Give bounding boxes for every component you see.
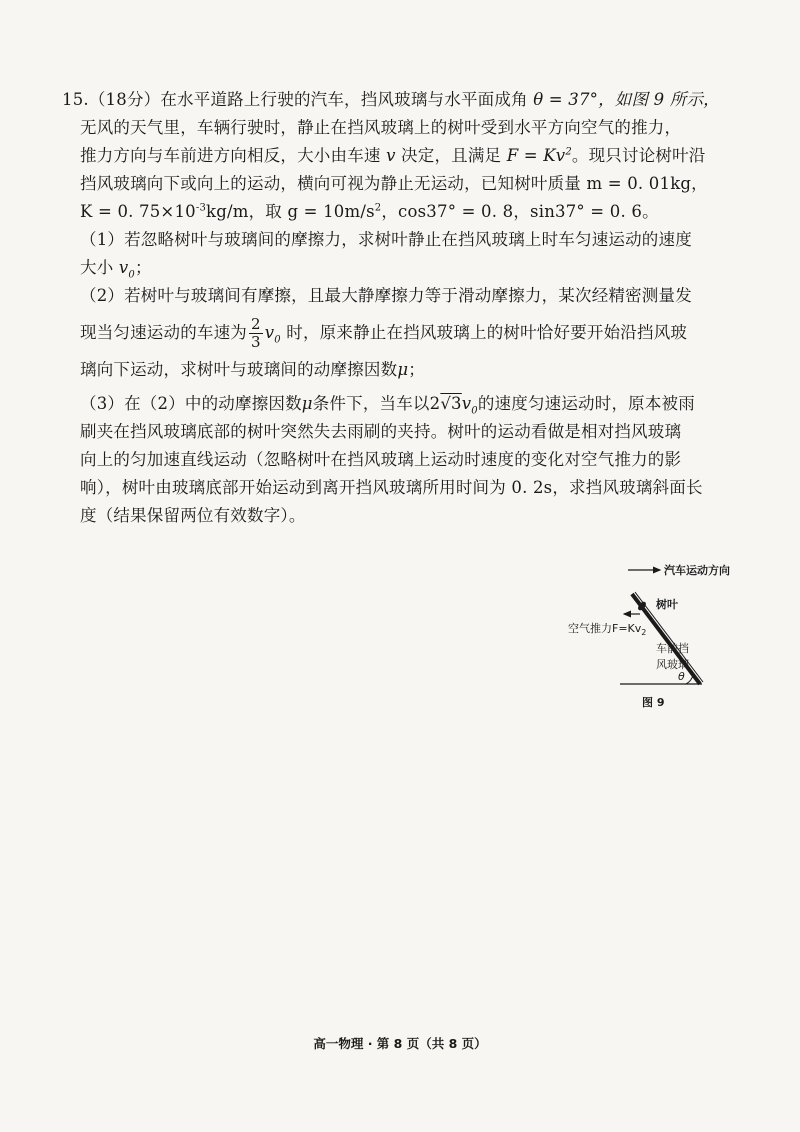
- stem-text: 在水平道路上行驶的汽车，挡风玻璃与水平面成角: [160, 90, 528, 109]
- leaf-label: 树叶: [656, 598, 678, 611]
- v0-symbol: $v_0$: [264, 323, 281, 346]
- question-2-line-1: （2）若树叶与玻璃间有摩擦，且最大静摩擦力等于滑动摩擦力，某次经精密测量发: [80, 286, 692, 305]
- v0-symbol: $v_0$: [118, 258, 135, 281]
- problem-15: [62, 86, 752, 530]
- figure-9: [560, 558, 780, 718]
- mass-value: m = 0. 01kg，: [586, 174, 708, 193]
- stem-text: 推力方向与车前进方向相反，大小由车速: [80, 146, 381, 165]
- question-3-line-5: 度（结果保留两位有效数字）。: [80, 506, 306, 525]
- question-2-line-3: 璃向下运动，求树叶与玻璃间的动摩擦因数μ；: [80, 360, 425, 379]
- k-value: K = 0. $75\times 10^{-3}kg/m$，取: [80, 202, 282, 221]
- page-footer: 高一物理 · 第 8 页（共 8 页）: [313, 1036, 487, 1051]
- mu-symbol: μ: [301, 394, 313, 413]
- trig-values: ，cos37° = 0. 8，sin37° = 0. 6。: [381, 202, 659, 221]
- stem-text: 挡风玻璃向下或向上的运动，横向可视为静止无运动，已知树叶质量: [80, 174, 581, 193]
- question-1-line-1: （1）若忽略树叶与玻璃间的摩擦力，求树叶静止在挡风玻璃上时车匀速运动的速度: [80, 230, 692, 249]
- stem-text: 。现只讨论树叶沿: [571, 146, 706, 165]
- air-force-label: 空气推力$F=Kv_2$: [568, 622, 647, 637]
- stem-text: 决定，且满足: [401, 146, 502, 165]
- windshield-diagram: [560, 558, 780, 718]
- mu-symbol: μ: [397, 360, 409, 379]
- question-1-line-2: 大小 $v_0$；: [80, 258, 152, 281]
- fraction-two-thirds: $\frac{2}{3}$: [251, 315, 261, 351]
- question-2-line-2: 现当匀速运动的车速为 $\frac{2}{3}$ $v_0$ 时，原来静止在挡风玻璃上的树叶恰好要开始沿挡风玻: [80, 315, 688, 351]
- angle-label: θ: [678, 670, 685, 683]
- windshield-label-1: 车前挡: [656, 642, 689, 655]
- problem-stem-line-2: 无风的天气里，车辆行驶时，静止在挡风玻璃上的树叶受到水平方向空气的推力，: [80, 118, 682, 137]
- question-3-line-4: 响），树叶由玻璃底部开始运动到离开挡风玻璃所用时间为 0. 2s，求挡风玻璃斜面长: [80, 478, 703, 497]
- problem-stem-line-3: [62, 142, 752, 170]
- speed-symbol: v: [386, 146, 396, 165]
- question-3-line-3: 向上的匀加速直线运动（忽略树叶在挡风玻璃上运动时速度的变化对空气推力的影: [80, 450, 682, 469]
- figure-caption: 图 9: [642, 696, 665, 709]
- problem-stem-line-1: [62, 86, 752, 114]
- force-formula: $F = Kv^2$: [506, 146, 572, 165]
- problem-points: （18分）: [88, 90, 161, 109]
- problem-number: 15.: [62, 90, 89, 109]
- speed-expression: $2√3v_0$: [429, 394, 478, 417]
- problem-stem-line-4: [62, 170, 752, 198]
- question-3-line-2: 刷夹在挡风玻璃底部的树叶突然失去雨刷的夹持。树叶的运动看做是相对挡风玻璃: [80, 422, 682, 441]
- question-3-line-1: （3）在（2）中的动摩擦因数μ条件下，当车以$2√3v_0$的速度匀速运动时，原本被雨: [80, 394, 695, 417]
- windshield-label-2: 风玻璃: [656, 658, 689, 671]
- theta-value: θ = 37°，如图 9 所示，: [533, 90, 720, 109]
- g-value: $g = 10m/s^2$: [287, 202, 382, 221]
- problem-stem-line-5: [62, 198, 752, 226]
- direction-label: 汽车运动方向: [664, 564, 730, 577]
